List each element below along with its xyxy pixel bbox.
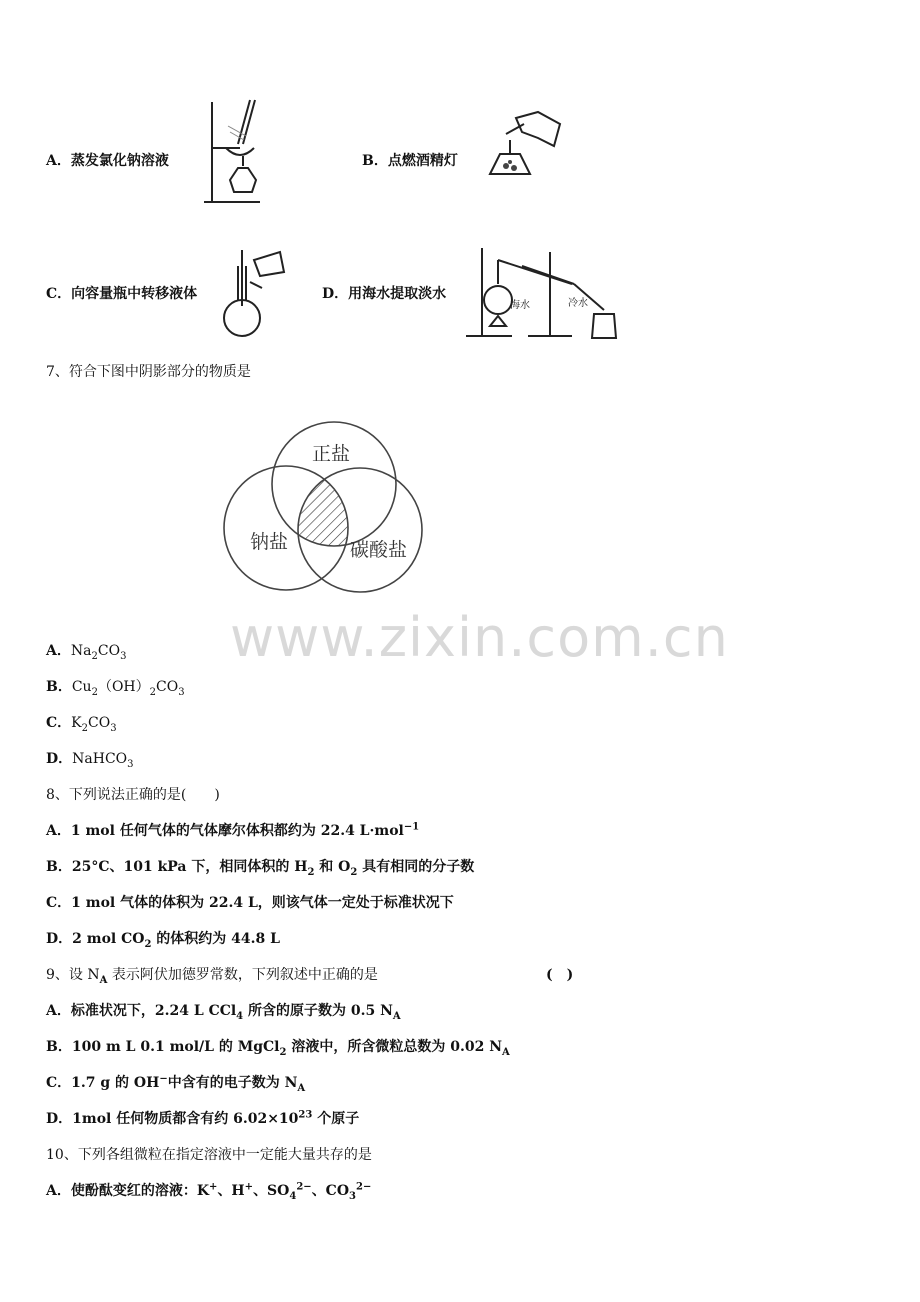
venn-label-carbonate: 碳酸盐 — [350, 539, 408, 561]
q9-option-b: B．100 m L 0.1 mol/L 的 MgCl$_2$ 溶液中，所含微粒总数为 0.02 $N_A$ — [46, 1039, 510, 1058]
venn-label-normal-salt: 正盐 — [312, 443, 351, 465]
distillation-apparatus-figure — [462, 244, 628, 340]
venn-label-sodium-salt: 钠盐 — [250, 531, 289, 553]
q9-stem: 9、设 $N_A$ 表示阿伏加德罗常数，下列叙述中正确的是 — [46, 967, 378, 986]
q8-option-b: B．25°C、101 kPa 下，相同体积的 $H_2$ 和 $O_2$ 具有相同的分子数 — [46, 859, 475, 878]
q7-option-d: D．NaHCO$_3$ — [46, 751, 134, 770]
q9-option-a: A．标准状况下，2.24 L CCl$_4$ 所含的原子数为 0.5 $N_A$ — [46, 1003, 401, 1022]
alcohol-lamp-figure — [482, 108, 566, 188]
q9-option-c: C．1.7 g 的 OH−中含有的电子数为 $N_A$ — [46, 1073, 306, 1094]
q10-option-a: A．使酚酞变红的溶液：K+、H+、$SO_4^{2-}$、$CO_3^{2-}$ — [46, 1181, 372, 1202]
q8-option-c: C．1 mol 气体的体积为 22.4 L，则该气体一定处于标准状况下 — [46, 895, 454, 911]
q8-stem: 8、下列说法正确的是( ) — [46, 787, 220, 803]
venn-diagram — [222, 414, 428, 596]
seawater-label: 海水 — [510, 300, 530, 311]
q6-option-c: C．向容量瓶中转移液体 — [46, 286, 198, 302]
q7-option-a: A．$Na_2CO_3$ — [46, 643, 127, 662]
volumetric-flask-figure — [218, 246, 288, 340]
q9-option-d: D．1mol 任何物质都含有约 $6.02\times 10^{23}$ 个原子 — [46, 1109, 360, 1127]
q8-option-d: D．2 mol $CO_2$ 的体积约为 44.8 L — [46, 931, 280, 950]
q7-stem: 7、符合下图中阴影部分的物质是 — [46, 364, 251, 380]
evaporation-apparatus-figure — [200, 96, 270, 208]
cold-water-label: 冷水 — [568, 298, 588, 309]
q6-option-b: B．点燃酒精灯 — [362, 153, 458, 169]
q6-option-d: D．用海水提取淡水 — [322, 286, 447, 302]
q6-option-a: A．蒸发氯化钠溶液 — [46, 153, 169, 169]
q7-option-b: B．$Cu_2(OH)_2CO_3$ — [46, 679, 185, 698]
q7-option-c: C．$K_2CO_3$ — [46, 715, 117, 734]
q9-answer-paren: ( ) — [546, 967, 574, 983]
watermark: www.zixin.com.cn — [230, 606, 729, 669]
q10-stem: 10、下列各组微粒在指定溶液中一定能大量共存的是 — [46, 1147, 372, 1163]
q8-option-a: A．1 mol 任何气体的气体摩尔体积都约为 22.4 L·mol$^{-1}$ — [46, 821, 420, 839]
